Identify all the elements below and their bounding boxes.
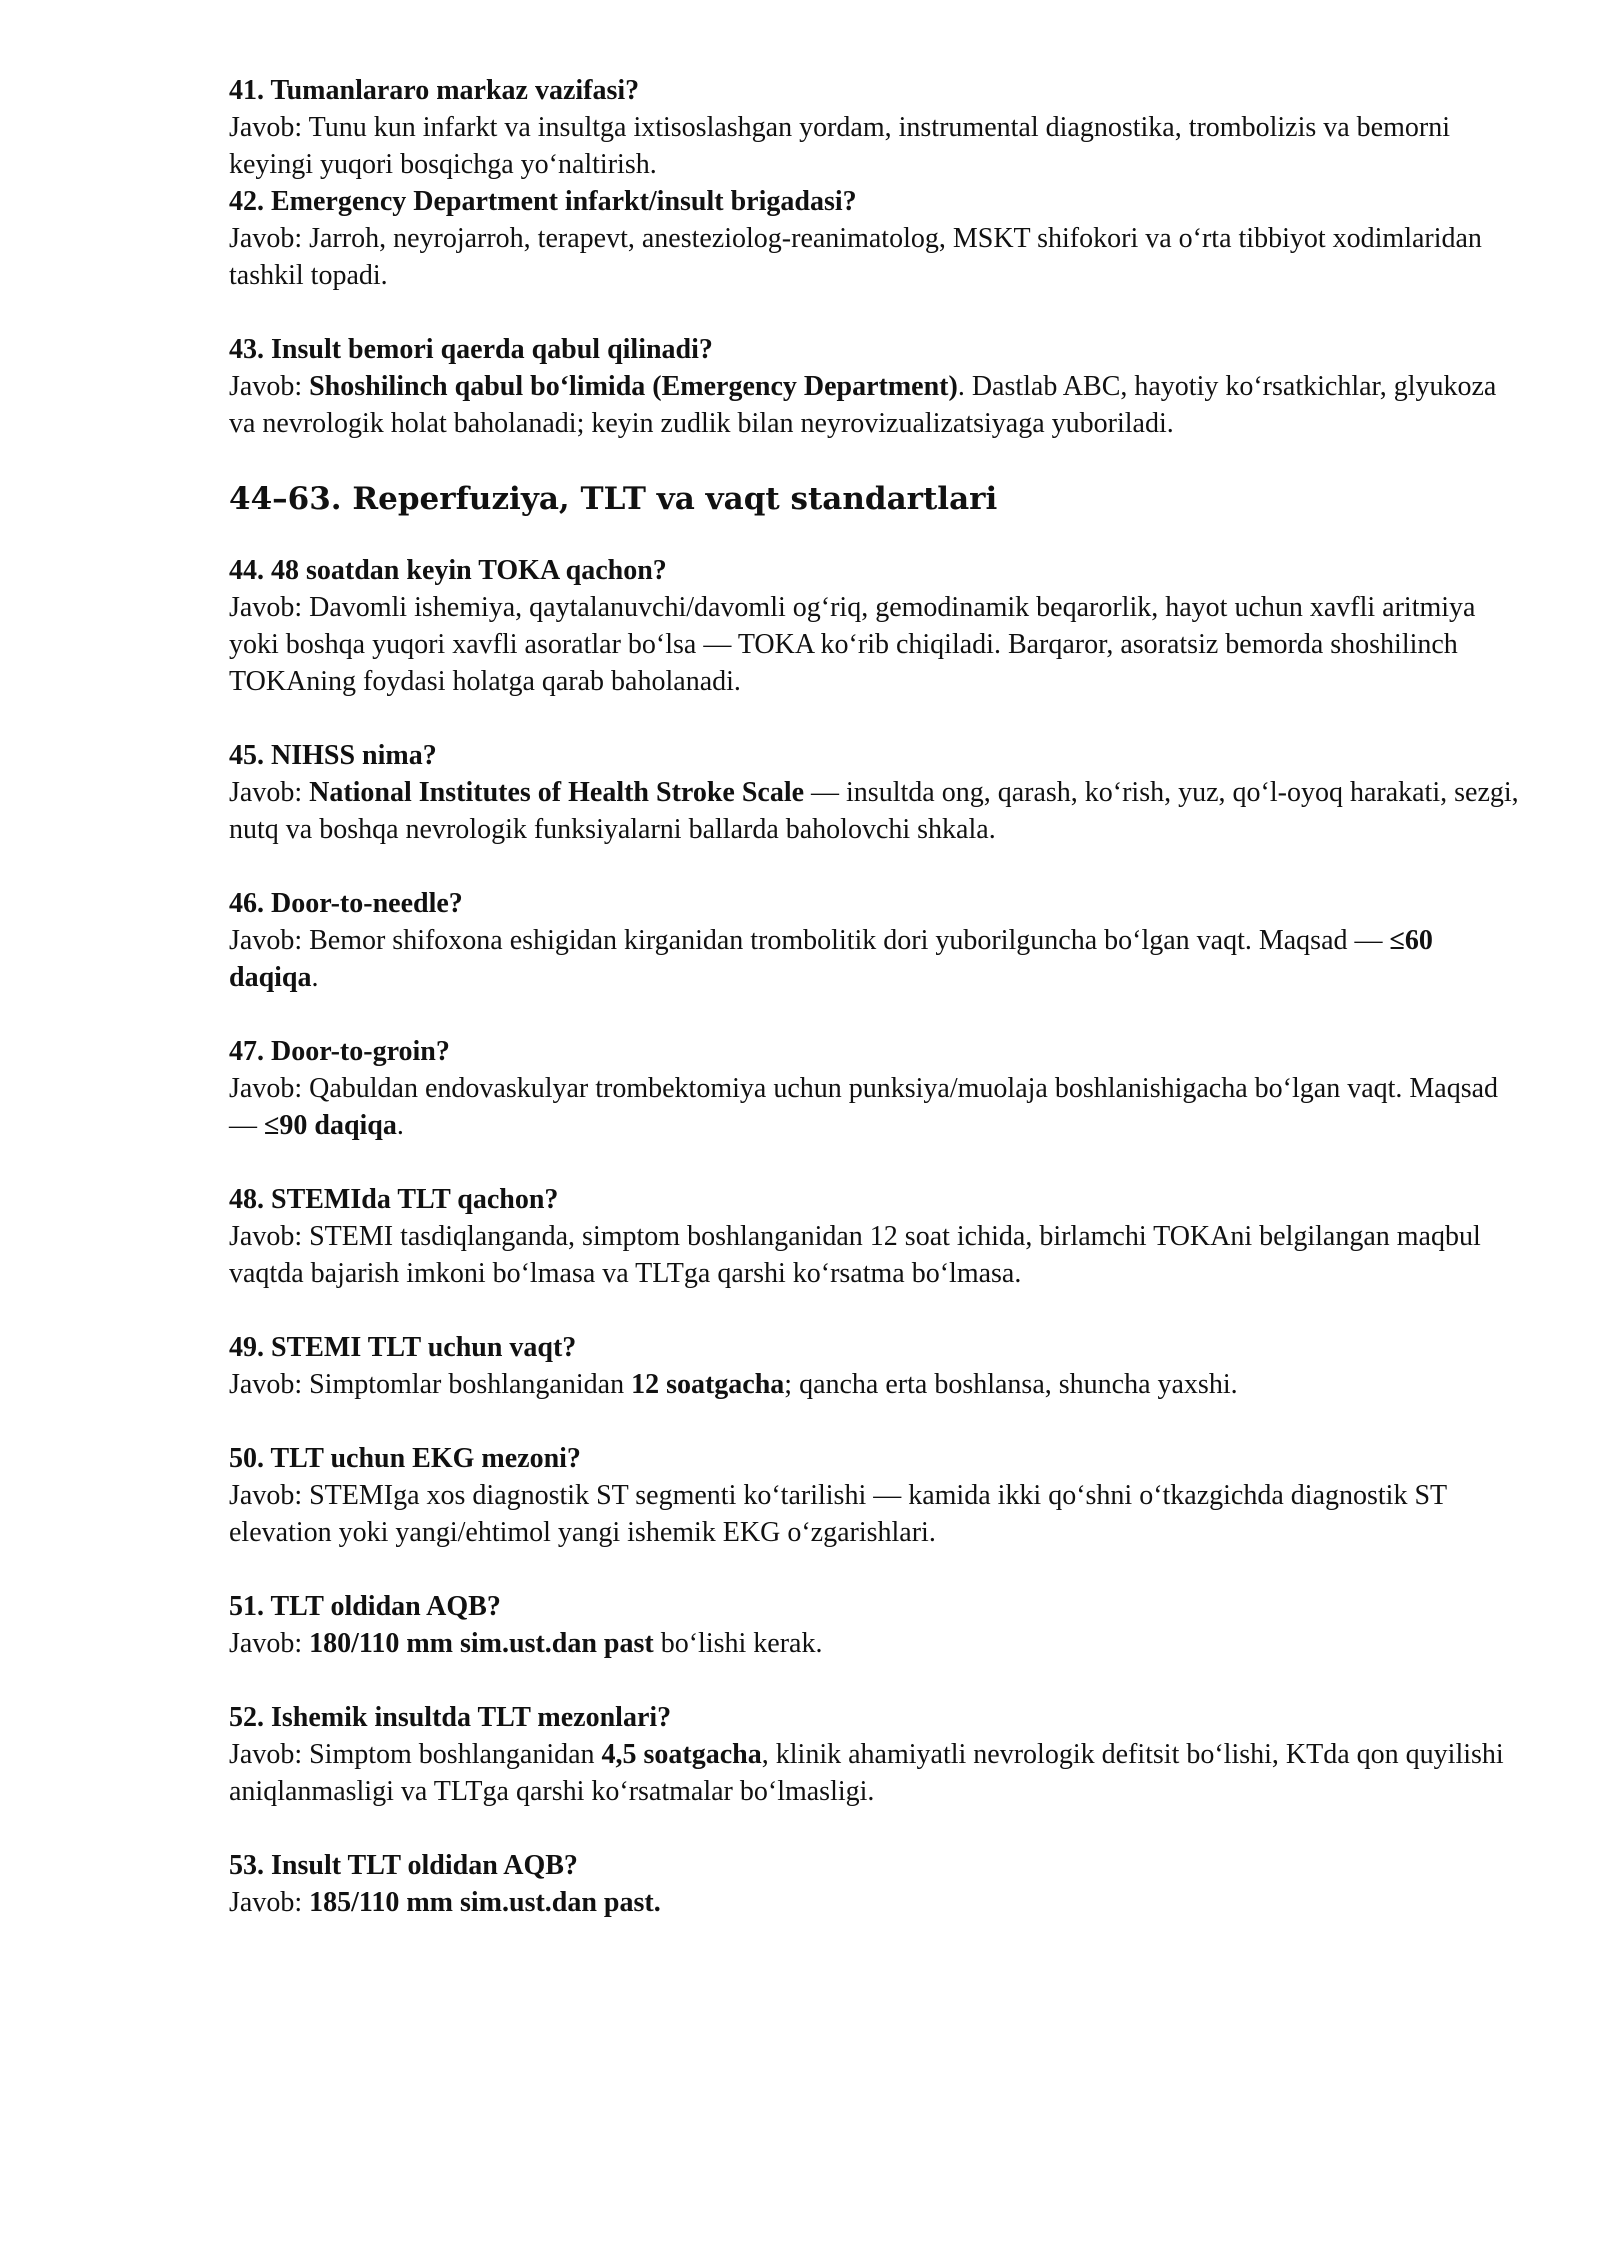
answer-text: Javob: STEMI tasdiqlanganda, simptom boshlanganidan 12 soat ichida, birlamchi TOKAni belgilangan maqbul vaqtda bajarish imkoni bo‘lmasa va TLTga qarshi ko‘rsatma bo‘lmasa. xyxy=(229,1221,1481,1289)
question: 45. NIHSS nima? xyxy=(229,740,437,771)
question: 46. Door-to-needle? xyxy=(229,888,463,919)
qa-item-41 xyxy=(229,72,1519,183)
answer-emphasis: 185/110 mm sim.ust.dan past. xyxy=(309,1887,661,1918)
answer-text: Javob: Qabuldan endovaskulyar trombektomiya uchun punksiya/muolaja boshlanishigacha bo‘lgan vaqt. Maqsad — xyxy=(229,1073,1499,1141)
answer-emphasis: Shoshilinch qabul bo‘limida (Emergency Department) xyxy=(309,371,958,402)
answer xyxy=(229,109,1519,183)
question: 41. Tumanlararo markaz vazifasi? xyxy=(229,75,640,106)
qa-item-42 xyxy=(229,183,1519,294)
document-page xyxy=(229,72,1519,1921)
answer xyxy=(229,774,1519,848)
answer-text: Javob: Bemor shifoxona eshigidan kirganidan trombolitik dori yuborilguncha bo‘lgan vaqt. Maqsad — xyxy=(229,925,1390,956)
question: 42. Emergency Department infarkt/insult brigadasi? xyxy=(229,186,857,217)
qa-item-45 xyxy=(229,737,1519,848)
question: 49. STEMI TLT uchun vaqt? xyxy=(229,1332,577,1363)
answer-text: Javob: xyxy=(229,777,310,808)
answer-text: Javob: xyxy=(229,1628,310,1659)
answer xyxy=(229,1736,1519,1810)
answer xyxy=(229,1070,1519,1144)
question: 51. TLT oldidan AQB? xyxy=(229,1591,501,1622)
question: 52. Ishemik insultda TLT mezonlari? xyxy=(229,1702,672,1733)
answer-emphasis: 180/110 mm sim.ust.dan past xyxy=(309,1628,654,1659)
answer xyxy=(229,589,1519,700)
answer-text: Javob: Jarroh, neyrojarroh, terapevt, anesteziolog-reanimatolog, MSKT shifokori va o‘rta tibbiyot xodimlaridan tashkil topadi. xyxy=(229,223,1482,291)
answer-emphasis: 4,5 soatgacha xyxy=(601,1739,762,1770)
question: 50. TLT uchun EKG mezoni? xyxy=(229,1443,581,1474)
answer-text: Javob: xyxy=(229,371,310,402)
qa-item-50 xyxy=(229,1440,1519,1551)
qa-item-44 xyxy=(229,552,1519,700)
question: 53. Insult TLT oldidan AQB? xyxy=(229,1850,578,1881)
answer xyxy=(229,1218,1519,1292)
answer-emphasis: ≤90 daqiqa xyxy=(264,1110,397,1141)
answer-text: Javob: xyxy=(229,1887,310,1918)
qa-item-43 xyxy=(229,331,1519,442)
answer xyxy=(229,368,1519,442)
qa-item-49 xyxy=(229,1329,1519,1403)
qa-item-53 xyxy=(229,1847,1519,1921)
answer-emphasis: National Institutes of Health Stroke Scale xyxy=(309,777,805,808)
qa-item-51 xyxy=(229,1588,1519,1662)
qa-item-47 xyxy=(229,1033,1519,1144)
answer xyxy=(229,1625,1519,1662)
answer-text: Javob: Tunu kun infarkt va insultga ixtisoslashgan yordam, instrumental diagnostika, trombolizis va bemorni keyingi yuqori bosqichga yo‘naltirish. xyxy=(229,112,1450,180)
answer xyxy=(229,922,1519,996)
question: 47. Door-to-groin? xyxy=(229,1036,450,1067)
answer-text: . xyxy=(311,962,319,993)
answer-text: bo‘lishi kerak. xyxy=(653,1628,823,1659)
answer xyxy=(229,1477,1519,1551)
question: 48. STEMIda TLT qachon? xyxy=(229,1184,559,1215)
answer-text: — insultda ong, qarash, ko‘rish, yuz, qo‘l-oyoq harakati, sezgi, nutq va boshqa nevrologik funksiyalarni ballarda baholovchi shkala. xyxy=(229,777,1519,845)
answer-text: . xyxy=(396,1110,404,1141)
answer-text: Javob: Davomli ishemiya, qaytalanuvchi/davomli og‘riq, gemodinamik beqarorlik, hayot uchun xavfli aritmiya yoki boshqa yuqori xavfli asoratlar bo‘lsa — TOKA ko‘rib chiqiladi. Barqaror, asoratsiz bemorda shoshilinch TOKAning foydasi holatga qarab baholanadi. xyxy=(229,592,1476,697)
qa-item-48 xyxy=(229,1181,1519,1292)
answer-text: , klinik ahamiyatli nevrologik defitsit bo‘lishi, KTda qon quyilishi aniqlanmasligi va TLTga qarshi ko‘rsatmalar bo‘lmasligi. xyxy=(229,1739,1504,1807)
question: 43. Insult bemori qaerda qabul qilinadi? xyxy=(229,334,713,365)
qa-item-46 xyxy=(229,885,1519,996)
answer xyxy=(229,1366,1519,1403)
answer-text: ; qancha erta boshlansa, shuncha yaxshi. xyxy=(784,1369,1238,1400)
section-heading: 44–63. Reperfuziya, TLT va vaqt standartlari xyxy=(229,481,998,517)
qa-item-52 xyxy=(229,1699,1519,1810)
answer-emphasis: ≤60 daqiqa xyxy=(229,925,1433,993)
answer-text: Javob: Simptomlar boshlanganidan xyxy=(229,1369,632,1400)
answer-text: Javob: Simptom boshlanganidan xyxy=(229,1739,602,1770)
answer xyxy=(229,1884,1519,1921)
answer xyxy=(229,220,1519,294)
question: 44. 48 soatdan keyin TOKA qachon? xyxy=(229,555,667,586)
answer-text: Javob: STEMIga xos diagnostik ST segmenti ko‘tarilishi — kamida ikki qo‘shni o‘tkazgichda diagnostik ST elevation yoki yangi/ehtimol yangi ishemik EKG o‘zgarishlari. xyxy=(229,1480,1447,1548)
answer-emphasis: 12 soatgacha xyxy=(631,1369,785,1400)
answer-text: . Dastlab ABC, hayotiy ko‘rsatkichlar, glyukoza va nevrologik holat baholanadi; keyin zudlik bilan neyrovizualizatsiyaga yuboriladi. xyxy=(229,371,1497,439)
